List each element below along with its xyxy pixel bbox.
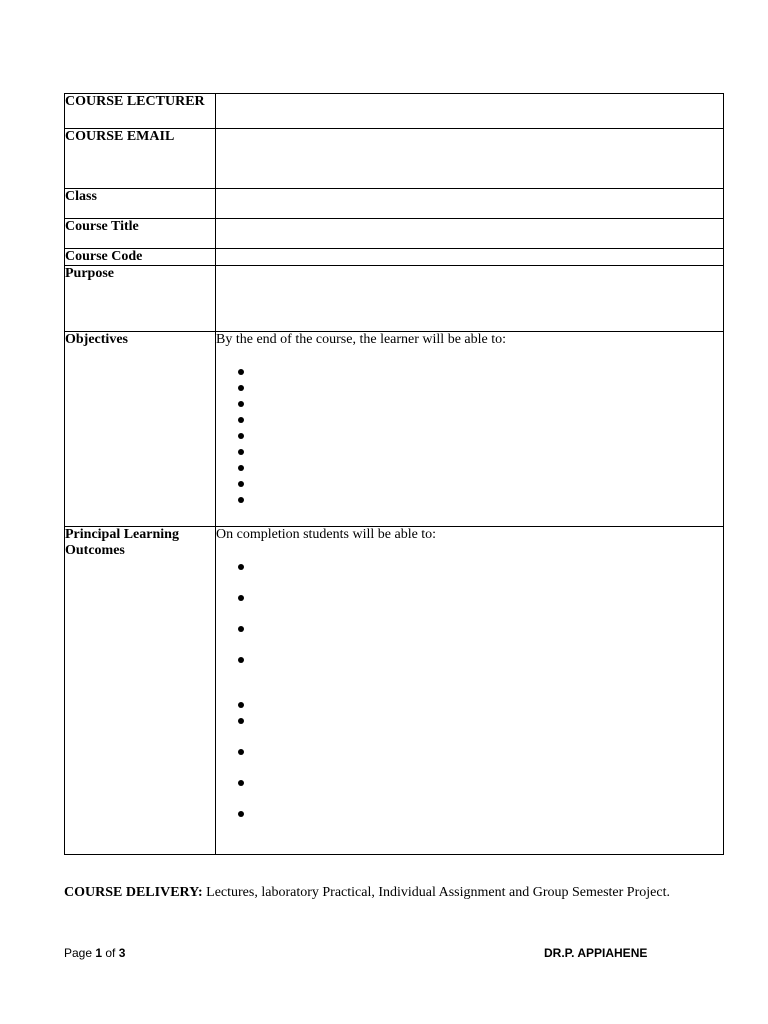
learning-outcomes-label-line2: Outcomes: [65, 543, 125, 558]
bullet-icon: [238, 657, 244, 663]
page-current: 1: [95, 946, 103, 960]
class-field[interactable]: [216, 189, 724, 219]
outcome-bullet: [216, 590, 723, 606]
page-number: [64, 946, 125, 960]
bullet-icon: [238, 497, 244, 503]
bullet-icon: [238, 702, 244, 708]
bullet-icon: [238, 749, 244, 755]
objectives-label: Objectives: [65, 332, 216, 527]
outcome-bullet: [216, 652, 723, 668]
objective-bullet: [216, 492, 723, 508]
course-title-label: Course Title: [65, 219, 216, 249]
objective-bullet: [216, 476, 723, 492]
row-course-lecturer: [65, 94, 724, 129]
bullet-icon: [238, 385, 244, 391]
course-title-field[interactable]: [216, 219, 724, 249]
of-word: of: [102, 946, 119, 960]
objective-bullet: [216, 412, 723, 428]
footer-author: DR.P. APPIAHENE: [544, 946, 648, 960]
row-course-code: [65, 249, 724, 266]
bullet-icon: [238, 564, 244, 570]
course-delivery-text: Lectures, laboratory Practical, Individual Assignment and Group Semester Project.: [202, 885, 670, 900]
outcome-bullet: [216, 713, 723, 729]
bullet-icon: [238, 811, 244, 817]
class-label: Class: [65, 189, 216, 219]
outcome-bullet: [216, 621, 723, 637]
outcome-bullet: [216, 559, 723, 575]
course-delivery-paragraph: [64, 884, 744, 902]
bullet-icon: [238, 401, 244, 407]
learning-outcomes-label: [65, 527, 216, 855]
bullet-icon: [238, 718, 244, 724]
row-course-email: [65, 129, 724, 189]
row-course-title: [65, 219, 724, 249]
row-class: [65, 189, 724, 219]
objective-bullet: [216, 444, 723, 460]
learning-outcomes-intro: On completion students will be able to:: [216, 527, 437, 542]
objective-bullet: [216, 428, 723, 444]
learning-outcomes-label-line1: Principal Learning: [65, 527, 179, 542]
row-purpose: [65, 266, 724, 332]
course-code-field[interactable]: [216, 249, 724, 266]
bullet-icon: [238, 465, 244, 471]
purpose-field[interactable]: [216, 266, 724, 332]
page-total: 3: [118, 946, 126, 960]
bullet-icon: [238, 595, 244, 601]
objective-bullet: [216, 460, 723, 476]
course-code-label: Course Code: [65, 249, 216, 266]
course-email-field[interactable]: [216, 129, 724, 189]
bullet-icon: [238, 626, 244, 632]
course-outline-table: [64, 93, 724, 855]
learning-outcomes-bullet-list: [216, 559, 723, 822]
objectives-intro: By the end of the course, the learner will be able to:: [216, 332, 507, 347]
course-lecturer-label: COURSE LECTURER: [65, 94, 216, 129]
bullet-icon: [238, 449, 244, 455]
bullet-icon: [238, 433, 244, 439]
bullet-icon: [238, 780, 244, 786]
outcome-bullet: [216, 744, 723, 760]
page-word: Page: [64, 946, 96, 960]
objective-bullet: [216, 364, 723, 380]
row-objectives: [65, 332, 724, 527]
outcome-bullet: [216, 697, 723, 713]
outcome-bullet: [216, 775, 723, 791]
objective-bullet: [216, 380, 723, 396]
purpose-label: Purpose: [65, 266, 216, 332]
course-delivery-label: COURSE DELIVERY:: [64, 885, 203, 900]
learning-outcomes-cell[interactable]: [216, 527, 724, 855]
outcome-bullet: [216, 806, 723, 822]
course-email-label: COURSE EMAIL: [65, 129, 216, 189]
row-learning-outcomes: [65, 527, 724, 855]
bullet-icon: [238, 369, 244, 375]
bullet-icon: [238, 417, 244, 423]
bullet-icon: [238, 481, 244, 487]
objective-bullet: [216, 396, 723, 412]
course-lecturer-field[interactable]: [216, 94, 724, 129]
objectives-bullet-list: [216, 364, 723, 508]
objectives-cell[interactable]: [216, 332, 724, 527]
